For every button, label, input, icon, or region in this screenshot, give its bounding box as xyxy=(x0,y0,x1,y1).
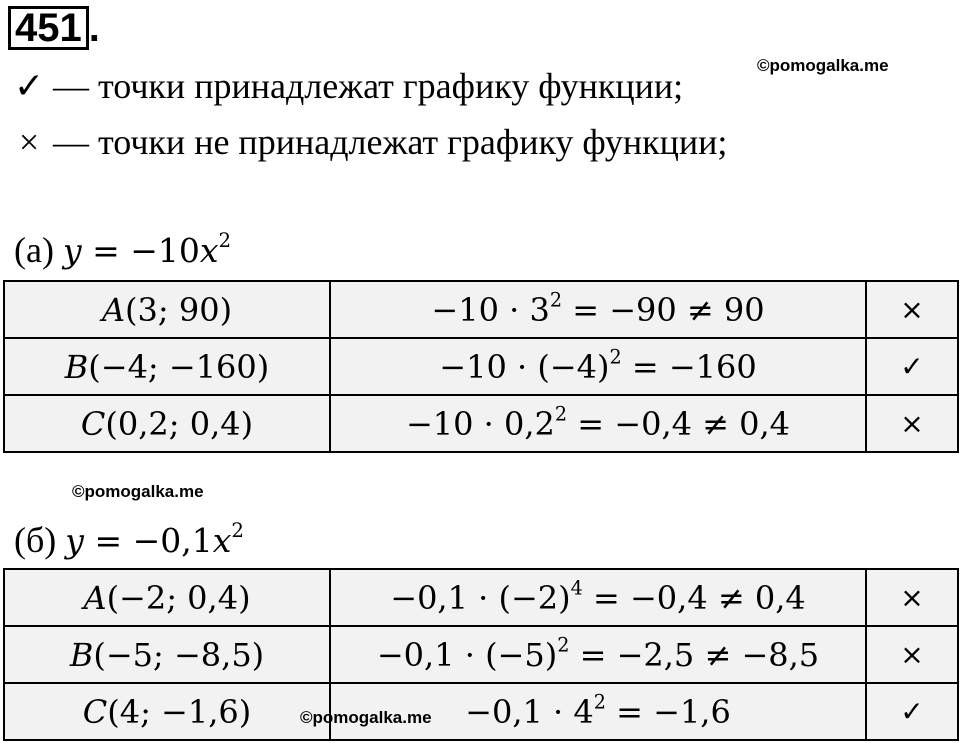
point-cell: B(−5; −8,5) xyxy=(4,626,330,683)
cross-icon: × xyxy=(866,626,958,683)
part-b-function: $y = -0,1x^2$ xyxy=(65,519,244,560)
point-cell: C(0,2; 0,4) xyxy=(4,395,330,452)
check-icon: ✓ xyxy=(866,338,958,395)
table-row xyxy=(4,281,958,338)
part-b-label: (б) xyxy=(14,520,57,560)
calculation-cell: $-10 \cdot 3^2 = -90 \ne 90$ xyxy=(330,281,866,338)
legend-not-belongs-text: — точки не принадлежат графику функции; xyxy=(53,122,728,162)
point-cell: A(3; 90) xyxy=(4,281,330,338)
check-icon: ✓ xyxy=(866,683,958,740)
table-row xyxy=(4,683,958,740)
check-icon: ✓ xyxy=(14,66,45,106)
cross-icon: × xyxy=(866,281,958,338)
part-b-heading xyxy=(14,520,244,561)
part-a-table xyxy=(3,280,959,453)
part-a-label: (а) xyxy=(14,230,54,270)
part-b-table xyxy=(3,568,959,741)
problem-number xyxy=(8,6,100,50)
cross-icon: × xyxy=(866,569,958,626)
calculation-cell: $-0,1 \cdot (-5)^2 = -2,5 \ne -8,5$ xyxy=(330,626,866,683)
part-a-heading xyxy=(14,230,231,271)
legend-not-belongs xyxy=(14,122,727,162)
table-row xyxy=(4,569,958,626)
problem-number-dot: . xyxy=(88,6,100,50)
point-cell: B(−4; −160) xyxy=(4,338,330,395)
part-a-function: $y = -10x^2$ xyxy=(62,229,232,270)
cross-icon: × xyxy=(18,122,40,162)
watermark: ©pomogalka.me xyxy=(72,482,204,501)
table-row xyxy=(4,338,958,395)
calculation-cell: $-0,1 \cdot 4^2 = -1,6$ xyxy=(330,683,866,740)
problem-number-box: 451 xyxy=(8,6,89,50)
point-cell: C(4; −1,6) xyxy=(4,683,330,740)
legend-belongs-text: — точки принадлежат графику функции; xyxy=(53,66,684,106)
cross-icon: × xyxy=(866,395,958,452)
legend-belongs xyxy=(14,66,683,106)
calculation-cell: $-10 \cdot (-4)^2 = -160$ xyxy=(330,338,866,395)
watermark: ©pomogalka.me xyxy=(757,56,889,75)
calculation-cell: $-10 \cdot 0,2^2 = -0,4 \ne 0,4$ xyxy=(330,395,866,452)
point-cell: A(−2; 0,4) xyxy=(4,569,330,626)
table-row xyxy=(4,626,958,683)
watermark: ©pomogalka.me xyxy=(300,708,432,727)
calculation-cell: $-0,1 \cdot (-2)^4 = -0,4 \ne 0,4$ xyxy=(330,569,866,626)
table-row xyxy=(4,395,958,452)
